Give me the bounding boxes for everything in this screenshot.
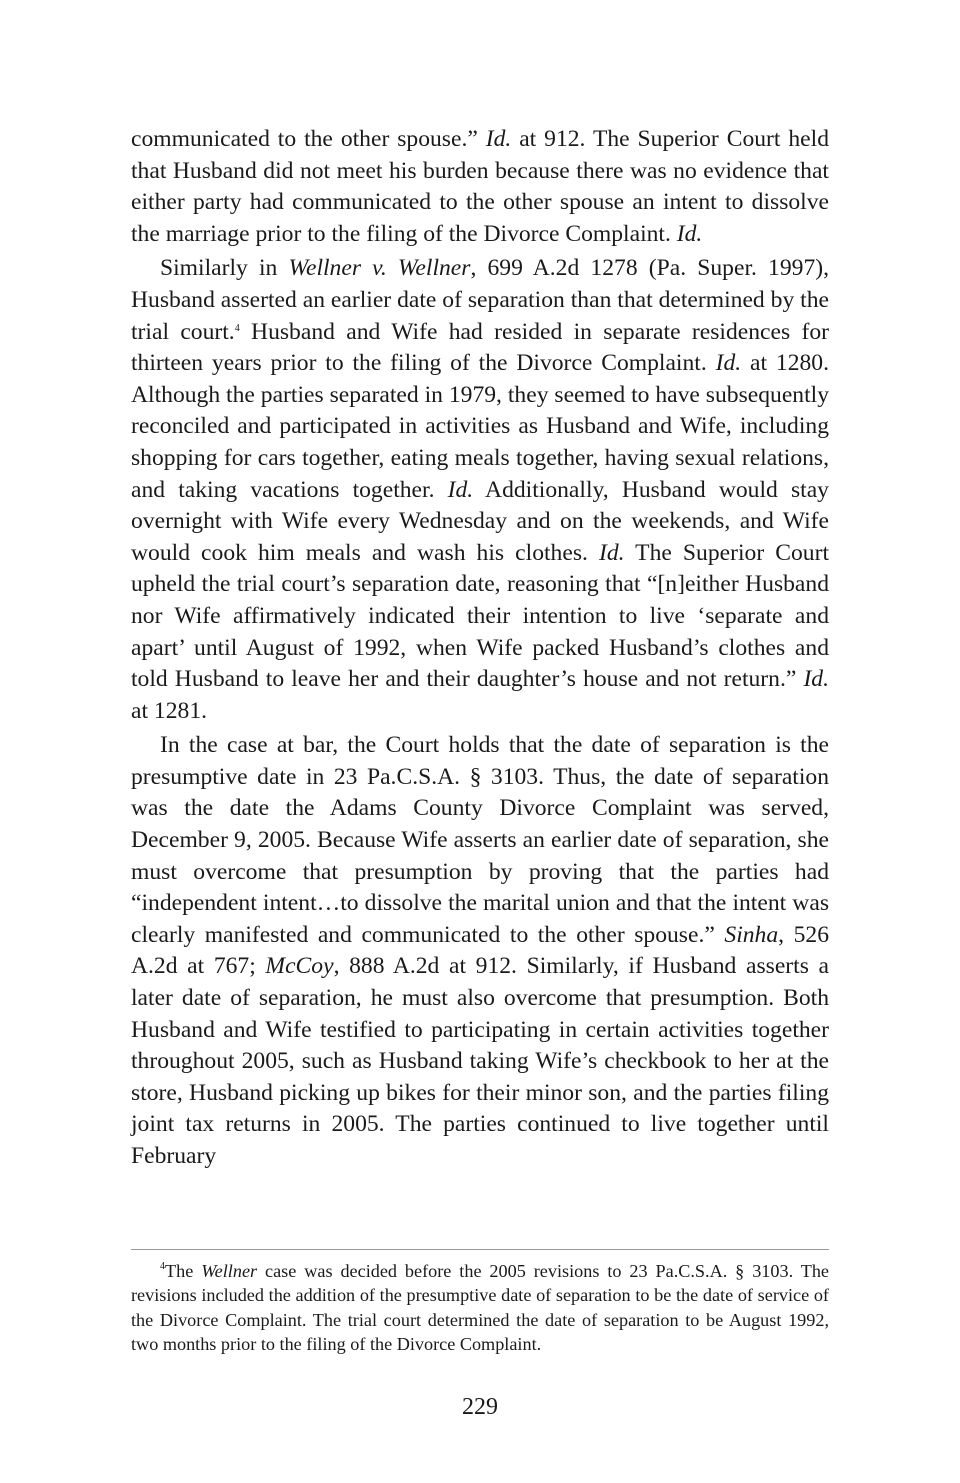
paragraph-3 xyxy=(131,730,829,1172)
italic-citation: Sinha xyxy=(724,921,779,948)
text-run: , 699 A.2d 1278 (Pa. Super. 1997), Husband asserted an earlier date of separation than that determined by the trial court. xyxy=(131,255,830,345)
text-run: The xyxy=(165,1261,202,1281)
text-run: Similarly in xyxy=(160,255,289,282)
footnote-divider xyxy=(131,1249,829,1250)
text-run: The Superior Court upheld the trial court’s separation date, reasoning that “[n]either Husband nor Wife affirmatively indicated their intention to live ‘separate and apart’ until August of 1992, when Wife packed Husband’s clothes and told Husband to leave her and their daughter’s house and not return.” xyxy=(131,539,829,693)
body-text xyxy=(131,124,829,1173)
page-number: 229 xyxy=(462,1394,498,1420)
footnote-4 xyxy=(131,1259,829,1357)
italic-citation: Id. xyxy=(715,350,742,377)
text-run: In the case at bar, the Court holds that the date of separation is the presumptive date in 23 Pa.C.S.A. § 3103. Thus, the date of separation was the date the Adams County Divorce Complaint was served, December 9, 2005. Because Wife asserts an earlier date of separation, she must overcome that presumption by proving that the parties had “independent intent…to dissolve the marital union and that the intent was clearly manifested and communicated to the other spouse.” xyxy=(131,732,829,948)
text-run: at 1280. Although the parties separated in 1979, they seemed to have subsequently reconciled and participated in activities as Husband and Wife, including shopping for cars together, eating meals together, having sexual relations, and taking vacations together. xyxy=(131,350,829,503)
footnote-marker: 4 xyxy=(160,1261,165,1272)
text-run: Husband and Wife had resided in separate residences for thirteen years prior to the filing of the Divorce Complaint. xyxy=(131,318,829,377)
italic-citation: Id. xyxy=(598,539,625,566)
text-run: at 912. The Superior Court held that Husband did not meet his burden because there was no evidence that either party had communicated to the other spouse an intent to dissolve the marriage prior to the filing of the Divorce Complaint. xyxy=(131,126,829,247)
italic-citation: Wellner xyxy=(201,1261,258,1281)
text-run: at 1281. xyxy=(131,697,208,724)
italic-citation: Wellner v. Wellner xyxy=(288,255,471,282)
text-run: , 888 A.2d at 912. Similarly, if Husband asserts a later date of separation, he must also overcome that presumption. Both Husband and Wife testified to participating in certain activities together throughout 2005, such as Husband taking Wife’s checkbook to her at the store, Husband picking up bikes for their minor son, and the parties filing joint tax returns in 2005. The parties continued to live together until February xyxy=(131,953,829,1169)
italic-citation: Id. xyxy=(485,126,512,152)
paragraph-1 xyxy=(131,124,829,250)
italic-citation: Id. xyxy=(447,476,474,503)
text-run: , 526 A.2d at 767; xyxy=(131,921,829,980)
paragraph-2 xyxy=(131,253,829,727)
text-run: Additionally, Husband would stay overnight with Wife every Wednesday and on the weekends, and Wife would cook him meals and wash his clothes. xyxy=(131,476,829,566)
footnote-text xyxy=(131,1259,829,1357)
italic-citation: Id. xyxy=(803,666,829,693)
text-run: case was decided before the 2005 revisions to 23 Pa.C.S.A. § 3103. The revisions included the addition of the presumptive date of separation to be the date of service of the Divorce Complaint. The trial court determined the date of separation to be August 1992, two months prior to the filing of the Divorce Complaint. xyxy=(131,1261,829,1355)
document-page xyxy=(131,124,829,1173)
text-run: communicated to the other spouse.” xyxy=(131,126,486,152)
italic-citation: McCoy xyxy=(265,953,334,980)
footnote-marker: 4 xyxy=(234,322,240,334)
italic-citation: Id. xyxy=(676,220,703,247)
